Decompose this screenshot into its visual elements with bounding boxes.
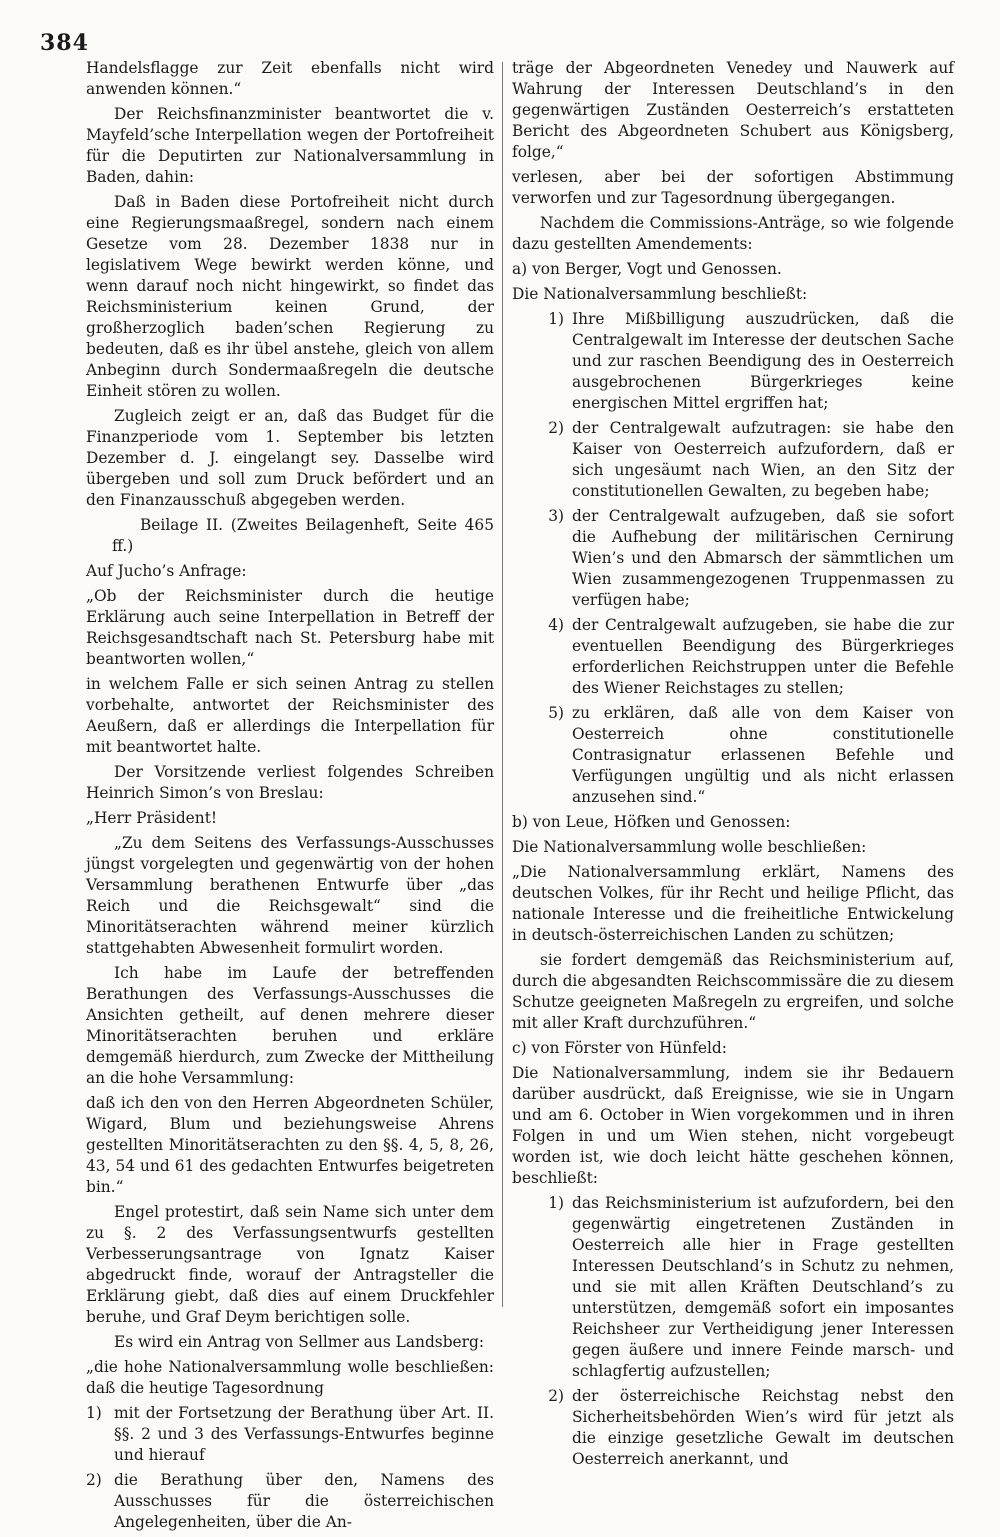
list-item-number: 4)	[548, 616, 564, 634]
paragraph: Der Reichsfinanzminister beantwortet die v. Mayfeld’sche Interpellation wegen der Portofreiheit für die Deputirten zur Nationalversammlung in Baden, dahin:	[86, 105, 494, 186]
paragraph: Auf Jucho’s Anfrage:	[86, 562, 247, 580]
paragraph: Nachdem die Commissions-Anträge, so wie folgende dazu gestellten Amendements:	[512, 214, 954, 253]
list-item-text: mit der Fortsetzung der Berathung über Art. II. §§. 2 und 3 des Verfassungs-Entwurfes beginne und hierauf	[114, 1404, 494, 1464]
list-item-text: die Berathung über den, Namens des Ausschusses für die österreichischen Angelegenheiten, über die An-	[114, 1471, 494, 1531]
quoted-paragraph: „Die Nationalversammlung erklärt, Namens des deutschen Volkes, für ihr Recht und heilige Pflicht, das nationale Interesse und die freiheitliche Entwickelung in deutsch-österreichischen Landen zu schützen;	[512, 863, 954, 944]
page-number: 384	[40, 30, 89, 56]
amendment-intro: Die Nationalversammlung, indem sie ihr Bedauern darüber ausdrückt, daß Ereignisse, wie sie in Ungarn und am 6. October in Wien vorgekommen und in ihren Folgen in und um Wien stehen, nicht vorgebeugt worden ist, wie doch leicht hätte geschehen können, beschließt:	[512, 1064, 954, 1187]
paragraph: Beilage II. (Zweites Beilagenheft, Seite 465 ff.)	[112, 516, 494, 555]
quoted-paragraph: daß ich den von den Herren Abgeordneten Schüler, Wigard, Blum und beziehungsweise Ahrens gestellten Minoritätserachten zu den §§. 4, 5, 8, 26, 43, 54 und 61 des gedachten Entwurfes beigetreten bin.“	[86, 1094, 494, 1196]
quoted-paragraph: träge der Abgeordneten Venedey und Nauwerk auf Wahrung der Interessen Deutschland’s in den gegenwärtigen Zuständen Oesterreich’s erstatteten Bericht des Abgeordneten Schubert aus Königsberg, folge,“	[512, 59, 954, 161]
quoted-paragraph: Daß in Baden diese Portofreiheit nicht durch eine Regierungsmaaßregel, sondern nach einem Gesetze vom 28. Dezember 1838 nur in legislativem Wege bewirkt werden könne, und wenn darauf noch nicht hingewirkt, so findet das Reichsministerium keinen Grund, der großherzoglich baden’schen Regierung zu bedeuten, daß es ihr übel anstehe, gleich von allem Anbeginn durch Sondermaaßregeln die deutsche Einheit stören zu wollen.	[86, 193, 494, 400]
salutation: „Herr Präsident!	[86, 809, 218, 827]
list-item	[512, 1193, 954, 1382]
amendment-c-list	[512, 1193, 954, 1470]
paragraph: in welchem Falle er sich seinen Antrag zu stellen vorbehalte, antwortet der Reichsminister des Aeußern, daß er allerdings die Interpellation für mit beantwortet halte.	[86, 675, 494, 756]
quoted-paragraph: „die hohe Nationalversammlung wolle beschließen: daß die heutige Tagesordnung	[86, 1358, 494, 1397]
list-item-text: zu erklären, daß alle von dem Kaiser von Oesterreich ohne constitutionelle Contrasignatur erlassenen Befehle und Verfügungen ungültig und als nicht erlassen anzusehen sind.“	[572, 704, 954, 806]
column-divider	[502, 62, 503, 1307]
amendment-heading: a) von Berger, Vogt und Genossen.	[512, 260, 782, 278]
left-column	[86, 58, 494, 1537]
list-item	[512, 1386, 954, 1470]
list-item-number: 5)	[548, 704, 564, 722]
paragraph: verlesen, aber bei der sofortigen Abstimmung verworfen und zur Tagesordnung übergegangen.	[512, 168, 954, 207]
amendment-heading: b) von Leue, Höfken und Genossen:	[512, 813, 791, 831]
amendment-intro: Die Nationalversammlung wolle beschließen:	[512, 838, 867, 856]
list-item-number: 1)	[548, 1194, 564, 1212]
amendment-intro: Die Nationalversammlung beschließt:	[512, 285, 808, 303]
paragraph: Handelsflagge zur Zeit ebenfalls nicht wird anwenden können.“	[86, 59, 494, 98]
right-column	[512, 58, 954, 1474]
quoted-paragraph: Ich habe im Laufe der betreffenden Berathungen des Verfassungs-Ausschusses die Ansichten getheilt, auf denen mehrere dieser Minoritätserachten beruhen und erkläre demgemäß hierdurch, zum Zwecke der Mittheilung an die hohe Versammlung:	[86, 964, 494, 1087]
list-item	[512, 418, 954, 502]
list-item	[86, 1470, 494, 1533]
list-item	[512, 506, 954, 611]
list-item-number: 1)	[86, 1404, 102, 1422]
list-item-number: 2)	[548, 1387, 564, 1405]
quoted-paragraph: „Ob der Reichsminister durch die heutige Erklärung auch seine Interpellation in Betreff der Reichsgesandtschaft nach St. Petersburg habe mit beantworten wollen,“	[86, 587, 494, 668]
list-item	[86, 1403, 494, 1466]
quoted-paragraph: sie fordert demgemäß das Reichsministerium auf, durch die abgesandten Reichscommissäre die zu diesem Schutze geeigneten Maßregeln zu ergreifen, und solche mit aller Kraft durchzuführen.“	[512, 951, 954, 1032]
list-item	[512, 615, 954, 699]
list-item-number: 2)	[86, 1471, 102, 1489]
list-item	[512, 703, 954, 808]
quoted-paragraph: „Zu dem Seitens des Verfassungs-Ausschusses jüngst vorgelegten und gegenwärtig von der hohen Versammlung berathenen Entwurfe über „das Reich und die Reichsgewalt“ sind die Minoritätserachten während meiner kürzlich stattgehabten Abwesenheit formulirt worden.	[86, 834, 494, 957]
paragraph: Es wird ein Antrag von Sellmer aus Landsberg:	[114, 1333, 485, 1351]
list-item-text: der Centralgewalt aufzutragen: sie habe den Kaiser von Oesterreich aufzufordern, daß er sich ungesäumt nach Wien, an den Sitz der constitutionellen Gewalten, zu begeben habe;	[572, 419, 954, 500]
list-item	[512, 309, 954, 414]
list-item-text: der Centralgewalt aufzugeben, daß sie sofort die Aufhebung der militärischen Cernirung Wien’s und den Abmarsch der sämmtlichen um Wien zusammengezogenen Truppenmassen zu verfügen habe;	[572, 507, 954, 609]
list-item-text: Ihre Mißbilligung auszudrücken, daß die Centralgewalt im Interesse der deutschen Sache und zur raschen Beendigung des in Oesterreich ausgebrochenen Bürgerkrieges keine energischen Mittel ergriffen hat;	[572, 310, 954, 412]
amendment-a-list	[512, 309, 954, 808]
list-item-text: das Reichsministerium ist aufzufordern, bei den gegenwärtig eingetretenen Zuständen in Oesterreich alle hier in Frage gestellten Interessen Deutschland’s in Schutz zu nehmen, und sie mit allen Kräften Deutschland’s zu unterstützen, demgemäß sofort ein imposantes Reichsheer zur Vertheidigung jener Interessen gegen äußere und innere Feinde marsch- und schlagfertig aufzustellen;	[572, 1194, 954, 1380]
list-item-number: 3)	[548, 507, 564, 525]
amendment-heading: c) von Förster von Hünfeld:	[512, 1039, 727, 1057]
list-item-number: 2)	[548, 419, 564, 437]
paragraph: Engel protestirt, daß sein Name sich unter dem zu §. 2 des Verfassungsentwurfs gestellten Verbesserungsantrage von Ignatz Kaiser abgedruckt finde, worauf der Antragsteller die Erklärung giebt, daß dies auf einem Druckfehler beruhe, und Graf Deym berichtigen solle.	[86, 1203, 494, 1326]
list-item-text: der Centralgewalt aufzugeben, sie habe die zur eventuellen Beendigung des Bürgerkrieges erforderlichen Reichstruppen unter die Befehle des Wiener Reichstages zu stellen;	[572, 616, 954, 697]
list-item-text: der österreichische Reichstag nebst den Sicherheitsbehörden Wien’s wird für jetzt als die einzige gesetzliche Gewalt im deutschen Oesterreich anerkannt, und	[572, 1387, 954, 1468]
paragraph: Der Vorsitzende verliest folgendes Schreiben Heinrich Simon’s von Breslau:	[86, 763, 494, 802]
paragraph: Zugleich zeigt er an, daß das Budget für die Finanzperiode vom 1. September bis letzten Dezember d. J. eingelangt sey. Dasselbe wird übergeben und soll zum Druck befördert und an den Finanzausschuß abgegeben werden.	[86, 407, 494, 509]
list-item-number: 1)	[548, 310, 564, 328]
